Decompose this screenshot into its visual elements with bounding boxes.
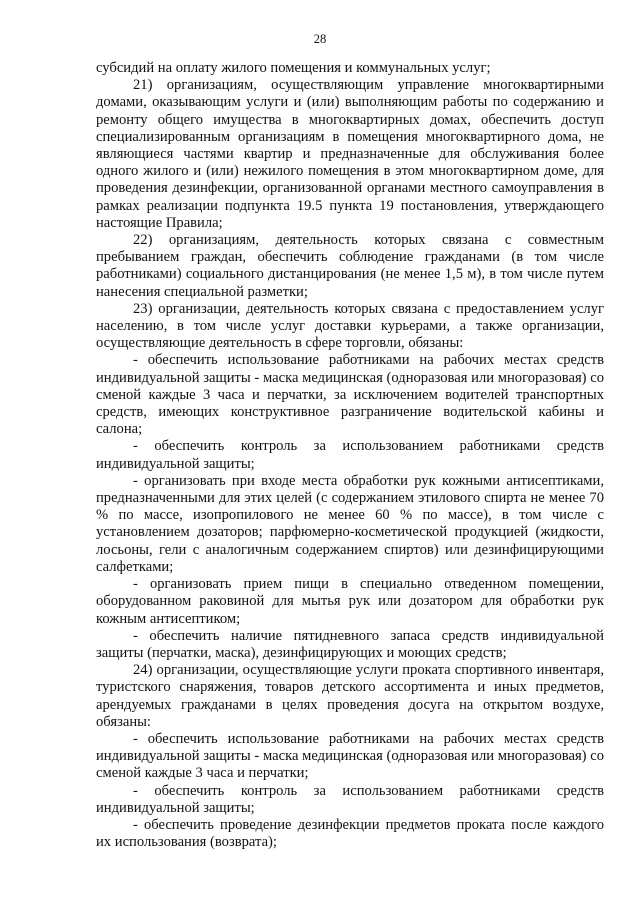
paragraph-item-22: 22) организациям, деятельность которых связана с совместным пребыванием граждан, обеспечить соблюдение гражданами (в том числе работниками) социального дистанцирования (не менее 1,5 м), в том числе путем нанесения специальной разметки; [96, 232, 604, 300]
bullet-paragraph: - организовать при входе места обработки рук кожными антисептиками, предназначенными для этих целей (с содержанием этилового спирта не менее 70 % по массе, изопропилового не менее 60 % по массе), в том числе с установлением дозаторов; парфюмерно-косметической продукцией (жидкости, лосьоны, гели с аналогичным содержанием спиртов) или дезинфицирующими салфетками; [96, 472, 604, 575]
bullet-paragraph: - организовать прием пищи в специально отведенном помещении, оборудованном раковиной для мытья рук или дозатором для обработки рук кожным антисептиком; [96, 576, 604, 627]
paragraph-item-21: 21) организациям, осуществляющим управление многоквартирными домами, оказывающим услуги и (или) выполняющим работы по содержанию и ремонту общего имущества в многоквартирных домах, обеспечить доступ специализированным организациям в помещения многоквартирного дома, не являющиеся частями квартир и предназначенные для обслуживания более одного жилого и (или) нежилого помещения в этом многоквартирном доме, для проведения дезинфекции, организованной органами местного самоуправления в рамках реализации подпункта 19.5 пункта 19 постановления, утверждающего настоящие Правила; [96, 77, 604, 231]
paragraph-item-23: 23) организации, деятельность которых связана с предоставлением услуг населению, в том числе услуг доставки курьерами, а также организации, осуществляющие деятельность в сфере торговли, обязаны: [96, 300, 604, 352]
paragraph: субсидий на оплату жилого помещения и коммунальных услуг; [96, 60, 491, 76]
bullet-paragraph: - обеспечить контроль за использованием работниками средств индивидуальной защиты; [96, 438, 604, 472]
page-number: 28 [313, 32, 327, 46]
bullet-paragraph: - обеспечить контроль за использованием работниками средств индивидуальной защиты; [96, 782, 604, 816]
bullet-paragraph: - обеспечить использование работниками на рабочих местах средств индивидуальной защиты - маска медицинская (одноразовая или многоразовая) со сменой каждые 3 часа и перчатки, за исключением водителей транспортных средств, имеющих конструктивное разграничение водительской кабины и салона; [96, 352, 604, 438]
bullet-paragraph: - обеспечить использование работниками на рабочих местах средств индивидуальной защиты - маска медицинская (одноразовая или многоразовая) со сменой каждые 3 часа и перчатки; [96, 730, 604, 782]
bullet-paragraph: - обеспечить проведение дезинфекции предметов проката после каждого их использования (возврата); [96, 816, 604, 851]
paragraph-item-24: 24) организации, осуществляющие услуги проката спортивного инвентаря, туристского снаряжения, товаров детского ассортимента и иных предметов, арендуемых гражданами в целях проведения досуга на открытом воздухе, обязаны: [96, 662, 604, 730]
document-body [96, 60, 604, 851]
bullet-paragraph: - обеспечить наличие пятидневного запаса средств индивидуальной защиты (перчатки, маска), дезинфицирующих и моющих средств; [96, 627, 604, 661]
